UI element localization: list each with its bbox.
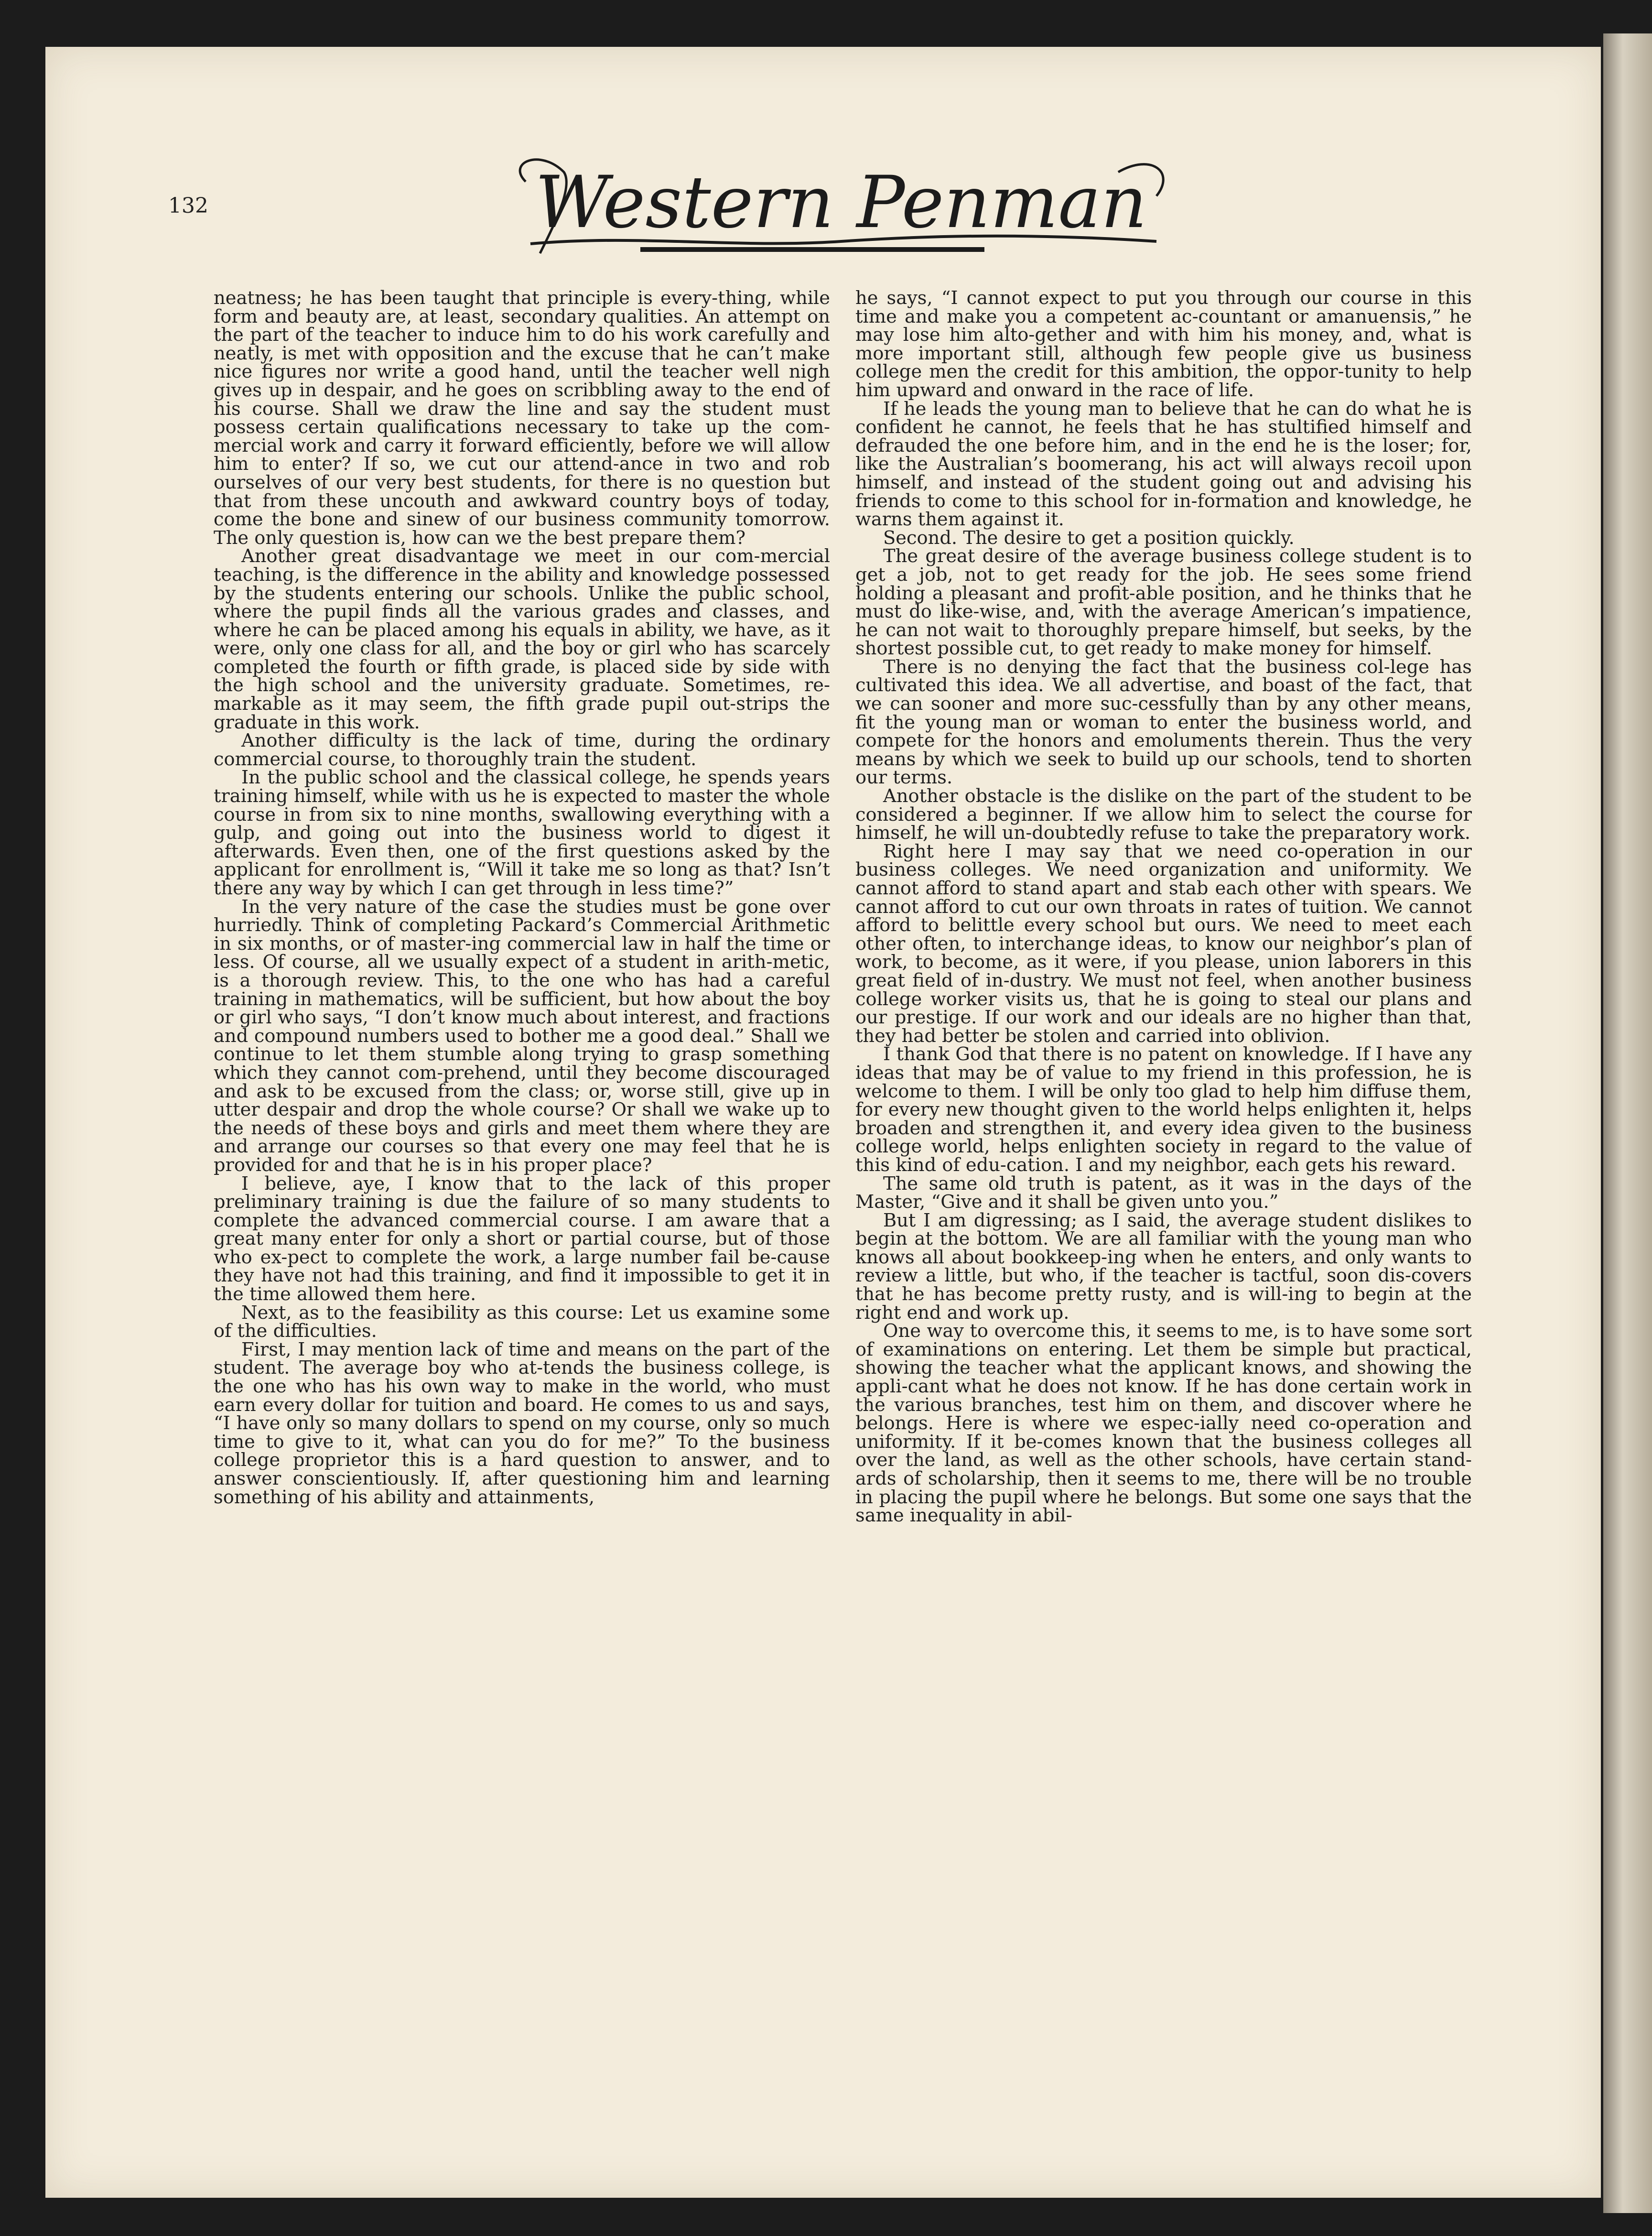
page-number: 132 [168,194,208,218]
paragraph: he says, “I cannot expect to put you through our course in this time and make you a competent ac-countant or amanuensis,” he may lose him alto-gether and with him his money, and, what is more important still, although few people give us business college men the credit for this ambition, the oppor-tunity to help him upward and onward in the race of life. [855,289,1472,401]
paragraph: If he leads the young man to believe that he can do what he is confident he cannot, he feels that he has stultified himself and defrauded the one before him, and in the end he is the loser; for, like the Australian’s boomerang, his act will always recoil upon himself, and instead of the student going out and advising his friends to come to this school for in-formation and knowledge, he warns them against it. [855,398,1472,531]
paragraph: Right here I may say that we need co-operation in our business colleges. We need organization and uniformity. We cannot afford to stand apart and stab each other with spears. We cannot afford to cut our own throats in rates of tuition. We cannot afford to belittle every school but ours. We need to meet each other often, to interchange ideas, to know our neighbor’s plan of work, to become, as it were, if you please, union laborers in this great field of in-dustry. We must not feel, when another business college worker visits us, that he is going to steal our plans and our prestige. If our work and our ideals are no higher than that, they had better be stolen and carried into oblivion. [855,840,1472,1047]
article-column-left [214,289,830,2134]
paragraph: First, I may mention lack of time and means on the part of the student. The average boy who at-tends the business college, is the one who has his own way to make in the world, who must earn every dollar for tuition and board. He comes to us and says, “I have only so many dollars to spend on my course, only so much time to give to it, what can you do for me?” To the business college proprietor this is a hard question to answer, and to answer conscientiously. If, after questioning him and learning something of his ability and attainments, [214,1338,830,1508]
paragraph: Second. The desire to get a position quickly. [883,527,1295,549]
book-spine [1603,33,1652,2213]
paragraph: The same old truth is patent, as it was in the days of the Master, “Give and it shall be given unto you.” [855,1172,1472,1213]
masthead-logo [497,143,1185,268]
paragraph: There is no denying the fact that the business col-lege has cultivated this idea. We all advertise, and boast of the fact, that we can sooner and more suc-cessfully than by any other means, fit the young man or woman to enter the business world, and compete for the honors and emoluments therein. Thus the very means by which we seek to build up our schools, tend to shorten our terms. [855,656,1472,789]
paragraph: neatness; he has been taught that principle is every-thing, while form and beauty are, at least, secondary qualities. An attempt on the part of the teacher to induce him to do his work carefully and neatly, is met with opposition and the excuse that he can’t make nice figures nor write a good hand, until the teacher well nigh gives up in despair, and he goes on scribbling away to the end of his course. Shall we draw the line and say the student must possess certain qualifications necessary to take up the com-mercial work and carry it forward efficiently, before we will allow him to enter? If so, we cut our attend-ance in two and rob ourselves of our very best students, for there is no question but that from these uncouth and awkward country boys of today, come the bone and sinew of our business community tomorrow. The only question is, how can we the best prepare them? [214,289,830,549]
article-column-right [855,289,1472,2134]
paragraph: Another difficulty is the lack of time, during the ordinary commercial course, to thoroughly train the student. [214,730,830,770]
paragraph: Another great disadvantage we meet in our com-mercial teaching, is the difference in the ability and knowledge possessed by the students entering our schools. Unlike the public school, where the pupil finds all the various grades and classes, and where he can be placed among his equals in ability, we have, as it were, only one class for all, and the boy or girl who has scarcely completed the fourth or fifth grade, is placed side by side with the high school and the university graduate. Sometimes, re-markable as it may seem, the fifth grade pupil out-strips the graduate in this work. [214,545,830,733]
paragraph: One way to overcome this, it seems to me, is to have some sort of examinations on entering. Let them be simple but practical, showing the teacher what the applicant knows, and showing the appli-cant what he does not know. If he has done certain work in the various branches, test him on them, and discover where he belongs. Here is where we espec-ially need co-operation and uniformity. If it be-comes known that the business colleges all over the land, as well as the other schools, have certain stand-ards of scholarship, then it seems to me, there will be no trouble in placing the pupil where he belongs. But some one says that the same inequality in abil- [855,1320,1472,1527]
paragraph: I believe, aye, I know that to the lack of this proper preliminary training is due the failure of so many students to complete the advanced commercial course. I am aware that a great many enter for only a short or partial course, but of those who ex-pect to complete the work, a large number fail be-cause they have not had this training, and find it impossible to get it in the time allowed them here. [214,1172,830,1305]
paragraph: The great desire of the average business college student is to get a job, not to get ready for the job. He sees some friend holding a pleasant and profit-able position, and he thinks that he must do like-wise, and, with the average American’s impatience, he can not wait to thoroughly prepare himself, but seeks, by the shortest possible cut, to get ready to make money for himself. [855,545,1472,660]
paragraph: But I am digressing; as I said, the average student dislikes to begin at the bottom. We are all familiar with the young man who knows all about bookkeep-ing when he enters, and only wants to review a little, but who, if the teacher is tactful, soon dis-covers that he has become pretty rusty, and is will-ing to begin at the right end and work up. [855,1209,1472,1324]
paragraph: I thank God that there is no patent on knowledge. If I have any ideas that may be of value to my friend in this profession, he is welcome to them. I will be only too glad to help him diffuse them, for every new thought given to the world helps enlighten it, helps broaden and strengthen it, and every idea given to the business college world, helps enlighten society in regard to the value of this kind of edu-cation. I and my neighbor, each gets his reward. [855,1043,1472,1176]
paragraph: In the public school and the classical college, he spends years training himself, while with us he is expected to master the whole course in from six to nine months, swallowing everything with a gulp, and going out into the business world to digest it afterwards. Even then, one of the first questions asked by the applicant for enrollment is, “Will it take me so long as that? Isn’t there any way by which I can get through in less time?” [214,767,830,899]
paragraph: Next, as to the feasibility as this course: Let us examine some of the difficulties. [214,1302,830,1342]
masthead-script-icon [497,143,1185,268]
paragraph: Another obstacle is the dislike on the part of the student to be considered a beginner. If we allow him to select the course for himself, he will un-doubtedly refuse to take the preparatory work. [855,785,1472,844]
masthead-title: Western Penman [535,161,1147,244]
paragraph: In the very nature of the case the studies must be gone over hurriedly. Think of completing Packard’s Commercial Arithmetic in six months, or of master-ing commercial law in half the time or less. Of course, all we usually expect of a student in arith-metic, is a thorough review. This, to the one who has had a careful training in mathematics, will be sufficient, but how about the boy or girl who says, “I don’t know much about interest, and fractions and compound numbers used to bother me a good deal.” Shall we continue to let them stumble along trying to grasp something which they cannot com-prehend, until they become discouraged and ask to be excused from the class; or, worse still, give up in utter despair and drop the whole course? Or shall we wake up to the needs of these boys and girls and meet them where they are and arrange our courses so that every one may feel that he is provided for and that he is in his proper place? [214,896,830,1176]
